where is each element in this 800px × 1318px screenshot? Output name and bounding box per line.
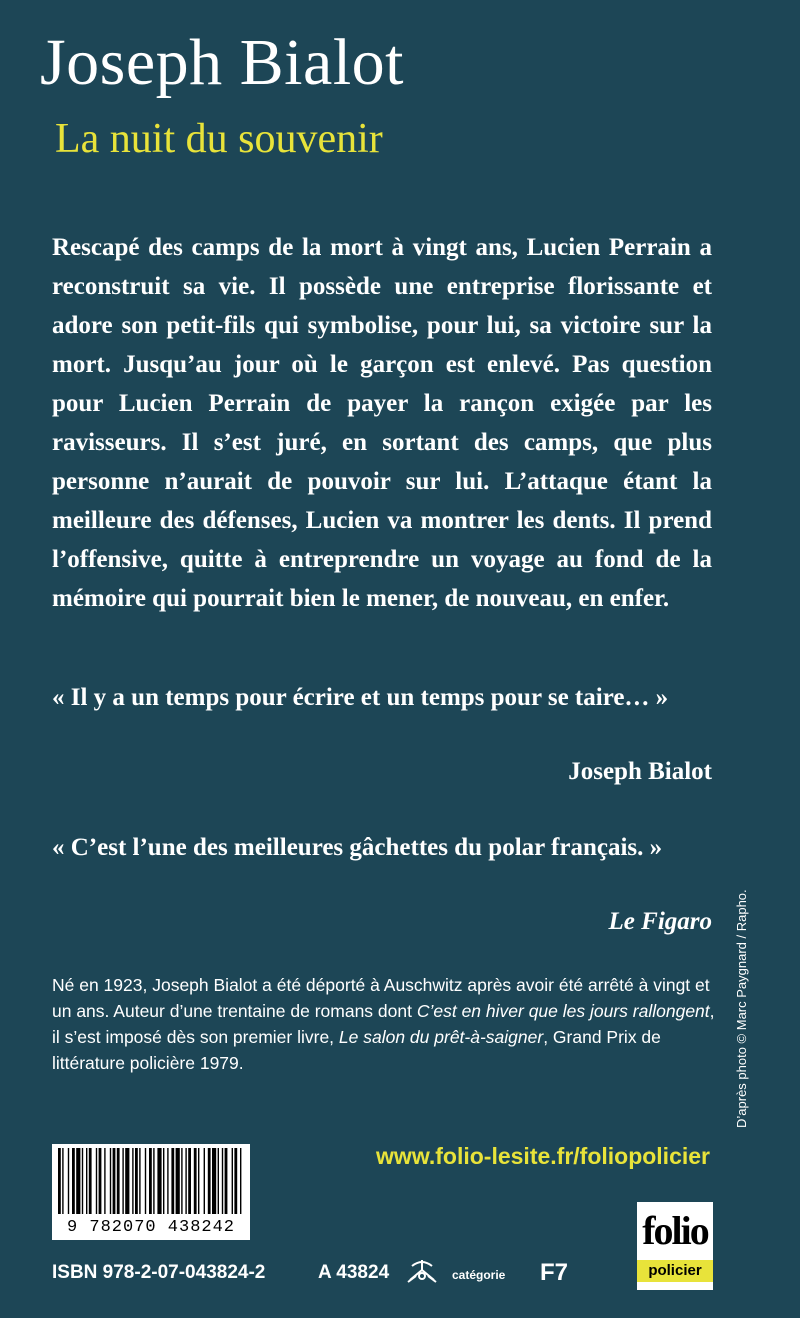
- barcode: [52, 1144, 250, 1240]
- categorie-label: catégorie: [452, 1268, 506, 1282]
- folio-logo-word: folio: [642, 1208, 708, 1253]
- barcode-bar: [225, 1148, 228, 1214]
- barcode-bar: [171, 1148, 174, 1214]
- book-title: La nuit du souvenir: [55, 116, 383, 162]
- bio-text-2: , il s’est imposé dès son premier livre,: [52, 1001, 715, 1047]
- barcode-bar: [122, 1148, 123, 1214]
- barcode-bar: [89, 1148, 92, 1214]
- barcode-bar: [194, 1148, 197, 1214]
- categorie-code: F7: [540, 1259, 569, 1286]
- barcode-bar: [58, 1148, 61, 1214]
- barcode-bar: [176, 1148, 180, 1214]
- barcode-bar: [125, 1148, 129, 1214]
- barcode-bar: [72, 1148, 75, 1214]
- barcode-bar: [212, 1148, 216, 1214]
- barcode-bar: [240, 1148, 241, 1214]
- website-link[interactable]: www.folio-lesite.fr/foliopolicier: [376, 1143, 710, 1169]
- product-code: A 43824: [318, 1262, 390, 1283]
- barcode-bar: [135, 1148, 138, 1214]
- isbn: ISBN 978-2-07-043824-2: [52, 1262, 266, 1283]
- barcode-bar: [167, 1148, 168, 1214]
- barcode-bar: [204, 1148, 205, 1214]
- bio-book-title-2: Le salon du prêt-à-saigner: [338, 1027, 544, 1047]
- book-blurb: Rescapé des camps de la mort à vingt ans, Lucien Perrain a reconstruit sa vie. Il possède une entreprise florissante et adore son petit-fils qui symbolise, pour lui, sa victoire sur la mort. Jusqu’au jour où le garçon est enlevé. Pas question pour Lucien Perrain de payer la rançon exigée par les ravisseurs. Il s’est juré, en sortant des camps, que plus personne n’aurait de pouvoir sur lui. L’attaque étant la meilleure des défenses, Lucien va montrer les dents. Il prend l’offensive, quitte à entreprendre un voyage au fond de la mémoire qui pourrait bien le mener, de nouveau, en enfer.: [52, 234, 712, 612]
- barcode-bar: [132, 1148, 133, 1214]
- barcode-bar: [110, 1148, 111, 1214]
- barcode-number: 9 782070 438242: [52, 1216, 250, 1240]
- folio-policier-logo: [637, 1202, 713, 1290]
- bio-book-title-1: C’est en hiver que les jours rallongent: [416, 1001, 710, 1021]
- barcode-bar: [208, 1148, 211, 1214]
- barcode-bar: [113, 1148, 116, 1214]
- barcode-bar: [181, 1148, 182, 1214]
- barcode-bar: [185, 1148, 186, 1214]
- author-name: Joseph Bialot: [40, 26, 404, 99]
- barcode-bar: [68, 1148, 69, 1214]
- barcode-bar: [86, 1148, 87, 1214]
- barcode-bar: [222, 1148, 223, 1214]
- barcode-bar: [145, 1148, 146, 1214]
- photo-credit: D’après photo © Marc Paygnard / Rapho.: [734, 889, 749, 1128]
- quote-author-attribution: Joseph Bialot: [568, 758, 712, 785]
- gallimard-logo-icon: [404, 1256, 440, 1286]
- barcode-bar: [163, 1148, 164, 1214]
- quote-press-attribution: Le Figaro: [608, 908, 712, 935]
- folio-logo-sub: policier: [637, 1260, 713, 1282]
- bio-text-3: , Grand Prix de littérature policière 1979.: [52, 1027, 661, 1073]
- quote-author: « Il y a un temps pour écrire et un temps pour se taire… »: [52, 684, 669, 711]
- barcode-bars: [52, 1144, 250, 1216]
- barcode-bar: [104, 1148, 105, 1214]
- bio-text-1: Né en 1923, Joseph Bialot a été déporté à Auschwitz après avoir été arrêté à vingt et un ans. Auteur d’une trentaine de romans dont: [52, 975, 710, 1021]
- barcode-bar: [82, 1148, 83, 1214]
- barcode-bar: [99, 1148, 102, 1214]
- quote-press: « C’est l’une des meilleures gâchettes du polar français. »: [52, 834, 663, 861]
- barcode-bar: [232, 1148, 233, 1214]
- barcode-bar: [234, 1148, 237, 1214]
- barcode-bar: [218, 1148, 219, 1214]
- barcode-bar: [62, 1148, 63, 1214]
- barcode-bar: [117, 1148, 120, 1214]
- barcode-bar: [198, 1148, 199, 1214]
- barcode-bar: [139, 1148, 140, 1214]
- barcode-bar: [76, 1148, 80, 1214]
- barcode-bar: [153, 1148, 154, 1214]
- barcode-bar: [149, 1148, 152, 1214]
- barcode-bar: [188, 1148, 191, 1214]
- author-bio: [52, 972, 717, 1076]
- barcode-bar: [157, 1148, 161, 1214]
- barcode-bar: [96, 1148, 97, 1214]
